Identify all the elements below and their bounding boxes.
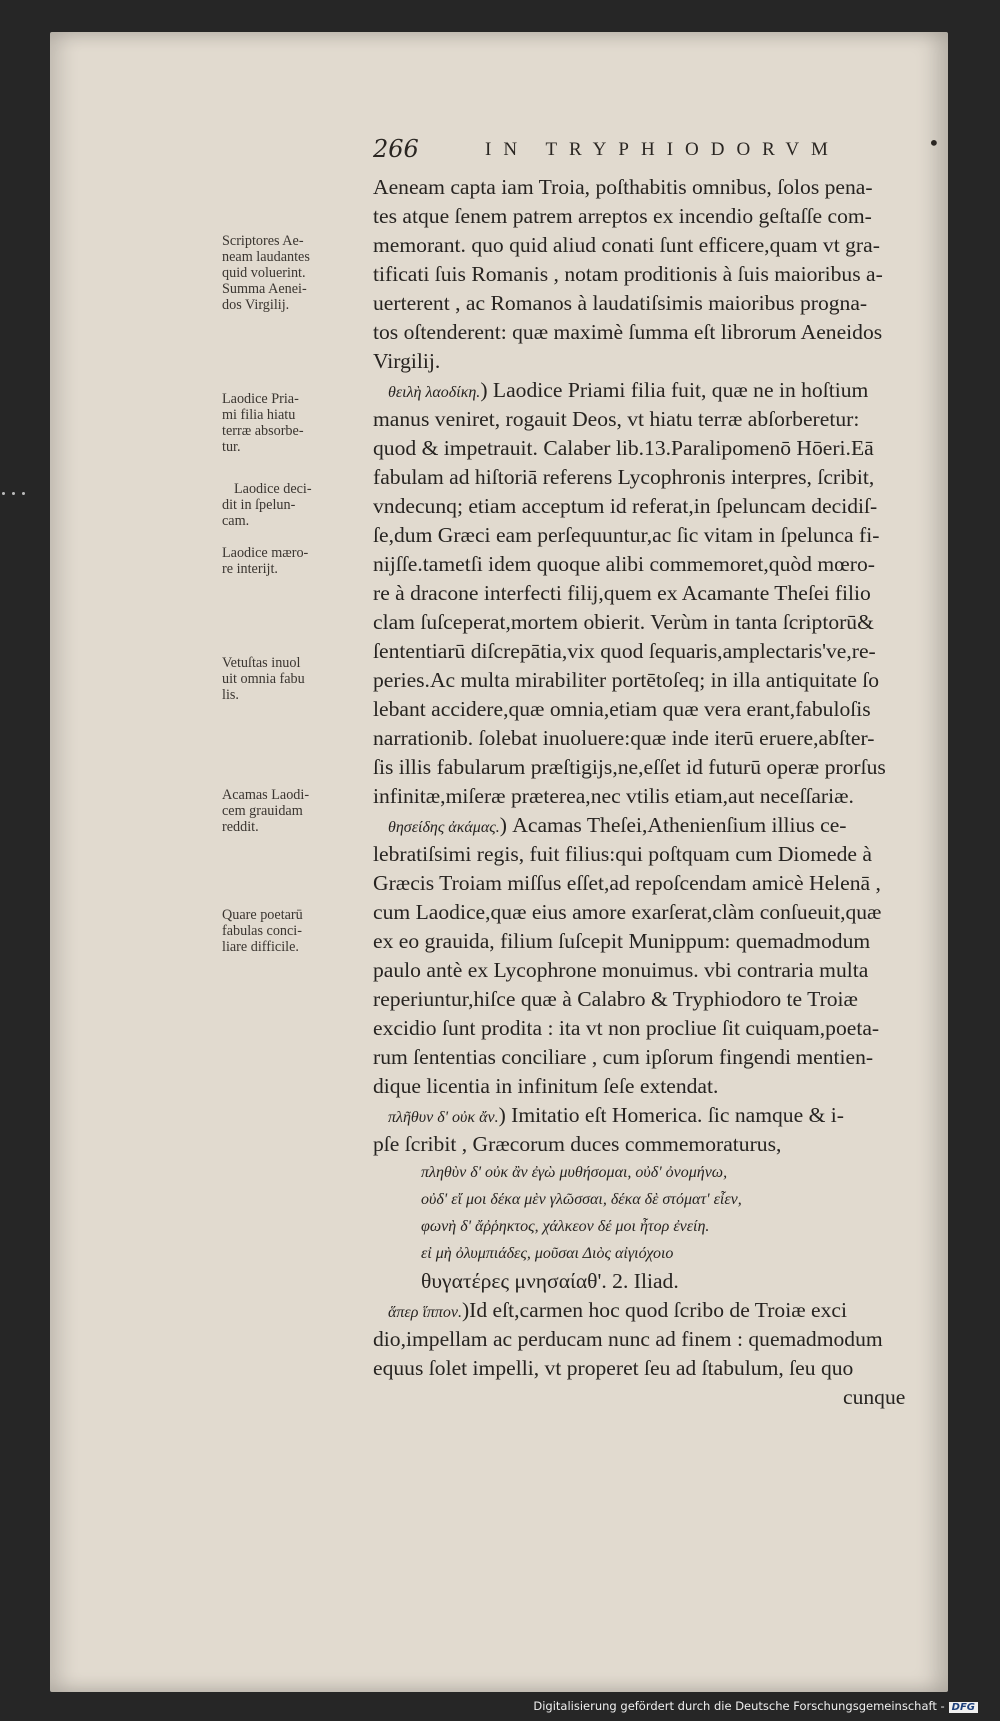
text-line: nijſſe.tametſi idem quoque alibi commemoret,quòd mœro- [373, 552, 875, 576]
greek-verse: πληθὺν δ' οὐκ ἂν ἐγὼ μυθήσομαι, οὐδ' ὀνομήνω, [421, 1164, 728, 1181]
text-line: ſis illis fabularum præſtigijs,ne,eſſet id futurū operæ prorſus [373, 755, 886, 779]
text-line: manus veniret, rogauit Deos, vt hiatu terræ abſorberetur: [373, 407, 860, 431]
greek-lemma: θειλὴ λαοδίκη. [388, 384, 481, 401]
margin-note: fabulas conci- [222, 923, 302, 939]
margin-note: cem grauidam [222, 803, 303, 819]
footer-bar [0, 1694, 1000, 1721]
text-line: Virgilij. [373, 349, 441, 373]
margin-note: re interijt. [222, 561, 278, 577]
page-header [373, 131, 940, 175]
text-line: tificati ſuis Romanis , notam proditionis à ſuis maioribus a- [373, 262, 883, 286]
text-line: dio,impellam ac perducam nunc ad finem : quemadmodum [373, 1327, 883, 1351]
text-line: infinitæ,miſeræ præterea,nec vtilis etiam,aut neceſſariæ. [373, 784, 854, 808]
text-line: lebratiſsimi regis, fuit filius:qui poſtquam cum Diomede à [373, 842, 872, 866]
text-line: re à dracone interfecti filij,quem ex Acamante Theſei filio [373, 581, 871, 605]
text-line: tos oſtenderent: quæ maximè ſumma eſt librorum Aeneidos [373, 320, 883, 344]
text-line [388, 1100, 844, 1130]
greek-lemma: θησείδης ἀκάμας. [388, 819, 500, 836]
margin-note: Laodice mæro- [222, 545, 309, 561]
text-line: clam ſuſceperat,mortem obierit. Verùm in tanta ſcriptorū& [373, 610, 874, 634]
margin-note: Quare poetarū [222, 907, 303, 923]
text-line: peries.Ac multa mirabiliter portētoſeq; in illa antiquitate ſo [373, 668, 880, 692]
text-line: pſe ſcribit , Græcorum duces commemoraturus, [373, 1132, 782, 1156]
text-line: uerterent , ac Romanos à laudatiſsimis maioribus progna- [373, 291, 868, 315]
header-dot: • [928, 131, 940, 155]
greek-verse: φωνὴ δ' ἄῤῥηκτος, χάλκεον δέ μοι ἦτορ ἐνείη. [421, 1218, 710, 1235]
margin-note: dos Virgilij. [222, 297, 290, 313]
funding-credit [533, 1699, 978, 1713]
text-line-rest: ) Laodice Priami filia fuit, quæ ne in hoſtium [480, 378, 869, 402]
margin-note: tur. [222, 439, 241, 455]
text-line: reperiuntur,hiſce quæ à Calabro & Tryphiodoro te Troiæ [373, 987, 858, 1011]
greek-lemma: ἅπερ ἵππον. [388, 1304, 462, 1321]
text-line [388, 810, 847, 840]
margin-note: Laodice Pria- [222, 391, 299, 407]
text-line: tes atque ſenem patrem arreptos ex incendio geſtaſſe com- [373, 204, 872, 228]
greek-lemma: πλῆθυν δ' οὐκ ἄν. [388, 1109, 499, 1126]
text-line: Græcis Troiam miſſus eſſet,ad repoſcendam amicè Helenā , [373, 871, 881, 895]
greek-verse: εἰ μὴ ὀλυμπιάδες, μοῦσαι Διὸς αἰγιόχοιο [421, 1245, 674, 1262]
text-line: ex eo grauida, filium ſuſcepit Munippum: quemadmodum [373, 929, 871, 953]
text-line: memorant. quo quid aliud conati ſunt efficere,quam vt gra- [373, 233, 880, 257]
dfg-logo: DFG [949, 1702, 978, 1713]
margin-note: terræ absorbe- [222, 423, 304, 439]
text-line: ſe,dum Græci eam perſequuntur,ac ſic vitam in ſpelunca fi- [373, 523, 880, 547]
text-line: cum Laodice,quæ eius amore exarſerat,clàm conſueuit,quæ [373, 900, 882, 924]
text-line: equus ſolet impelli, vt properet ſeu ad ſtabulum, ſeu quo [373, 1356, 854, 1380]
text-line-rest: ) Acamas Theſei,Athenienſium illius ce- [499, 813, 847, 837]
book-page [50, 32, 948, 1692]
catchword: cunque [843, 1385, 906, 1409]
margin-note: dit in ſpelun- [222, 497, 296, 513]
greek-verse: θυγατέρες μνησαίαθ'. 2. Iliad. [421, 1269, 679, 1293]
text-line: dique licentia in infinitum ſeſe extendat. [373, 1074, 719, 1098]
text-line: lebant accidere,quæ omnia,etiam quæ vera erant,fabuloſis [373, 697, 871, 721]
margin-note: Laodice deci- [234, 481, 312, 497]
text-line: excidio ſunt prodita : ita vt non procliue ſit cuiquam,poeta- [373, 1016, 880, 1040]
margin-note: quid voluerint. [222, 265, 306, 281]
text-line: Aeneam capta iam Troia, poſthabitis omnibus, ſolos pena- [373, 175, 873, 199]
text-line: quod & impetrauit. Calaber lib.13.Paralipomenō Hōeri.Eā [373, 436, 874, 460]
text-line: narrationib. ſolebat inuoluere:quæ inde iterū eruere,abſter- [373, 726, 875, 750]
margin-note: lis. [222, 687, 239, 703]
margin-note: liare difficile. [222, 939, 299, 955]
margin-note: reddit. [222, 819, 259, 835]
text-line: rum ſententias conciliare , cum ipſorum fingendi mentien- [373, 1045, 874, 1069]
edge-marks [0, 488, 30, 498]
margin-note: Acamas Laodi- [222, 787, 310, 803]
page-number: 266 [373, 135, 419, 163]
text-line-rest: ) Imitatio eſt Homerica. ſic namque & i- [498, 1103, 844, 1127]
margin-note: neam laudantes [222, 249, 310, 265]
funding-credit-text: Digitalisierung gefördert durch die Deutsche Forschungsgemeinschaft - [533, 1699, 945, 1713]
text-line-rest: )Id eſt,carmen hoc quod ſcribo de Troiæ exci [461, 1298, 847, 1322]
text-line: ſententiarū diſcrepātia,vix quod ſequaris,amplectaris've,re- [373, 639, 876, 663]
margin-note: Scriptores Ae- [222, 233, 304, 249]
running-title: IN TRYPHIODORVM [485, 139, 840, 160]
text-line [388, 375, 868, 405]
margin-note: Vetuſtas inuol [222, 655, 301, 671]
margin-note: Summa Aenei- [222, 281, 307, 297]
greek-verse: οὐδ' εἴ μοι δέκα μὲν γλῶσσαι, δέκα δὲ στόματ' εἶεν, [421, 1191, 742, 1208]
margin-note: mi filia hiatu [222, 407, 296, 423]
text-line: fabulam ad hiſtoriā referens Lycophronis interpres, ſcribit, [373, 465, 875, 489]
margin-note: cam. [222, 513, 250, 529]
text-line: paulo antè ex Lycophrone monuimus. vbi contraria multa [373, 958, 869, 982]
text-line: vndecunq; etiam acceptum id referat,in ſpeluncam decidiſ- [373, 494, 878, 518]
text-line [388, 1295, 847, 1325]
margin-note: uit omnia fabu [222, 671, 305, 687]
